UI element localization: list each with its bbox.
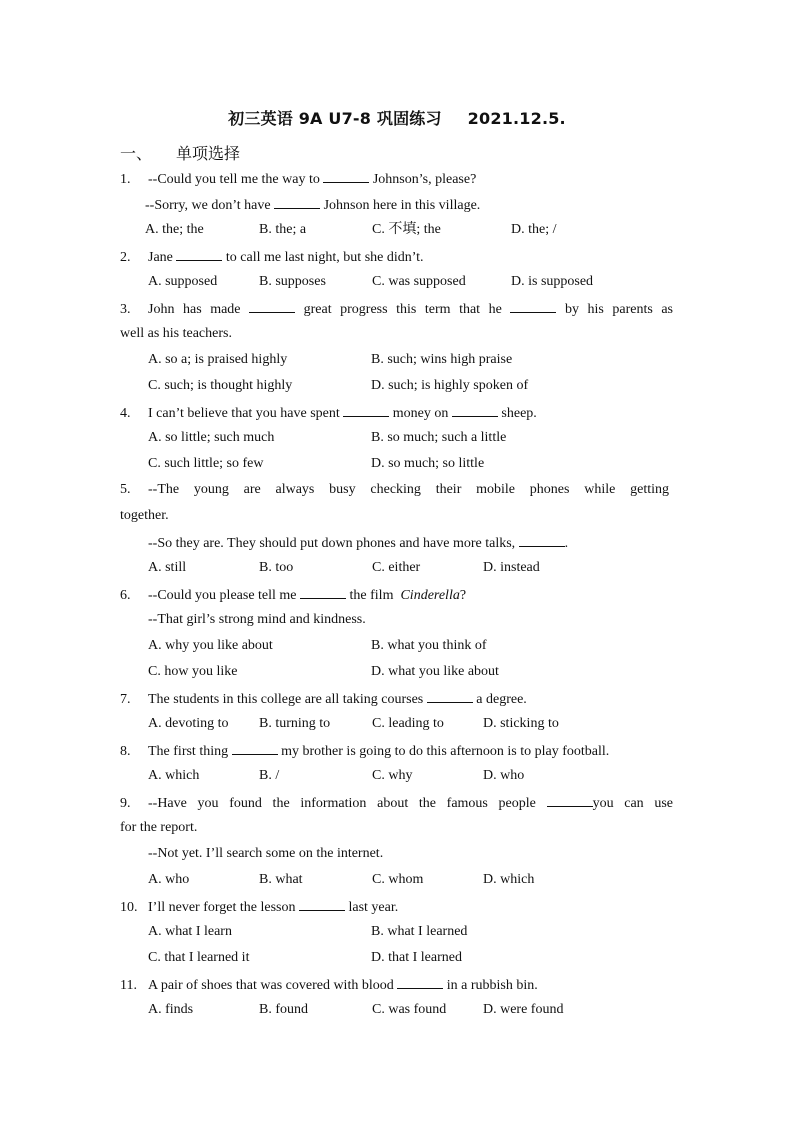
answer-blank — [519, 533, 565, 547]
option-c[interactable]: C. was supposed — [372, 274, 466, 289]
option-c[interactable]: C. was found — [372, 1002, 447, 1017]
question-1 — [120, 169, 476, 189]
question-9-line-3 — [148, 845, 383, 863]
option-d[interactable]: D. such; is highly spoken of — [371, 378, 529, 393]
question-number: 2. — [120, 250, 131, 265]
question-text: by his parents as — [564, 302, 673, 317]
question-text: John has made — [148, 302, 241, 317]
option-d[interactable]: D. that I learned — [371, 950, 462, 965]
question-text: I can’t believe that you have spent — [148, 406, 340, 421]
option-c[interactable]: C. either — [372, 560, 421, 575]
question-number: 11. — [120, 978, 137, 993]
question-text: a degree. — [476, 692, 527, 707]
question-number: 6. — [120, 588, 131, 603]
answer-blank — [452, 403, 498, 417]
question-text: well as his teachers. — [120, 326, 232, 341]
option-a[interactable]: A. who — [148, 872, 190, 887]
answer-blank — [510, 299, 556, 313]
question-text: great progress this term that he — [303, 302, 502, 317]
answer-blank — [427, 689, 473, 703]
question-7 — [120, 689, 527, 709]
question-text: to call me last night, but she didn’t. — [225, 250, 424, 265]
option-b[interactable]: B. so much; such a little — [371, 430, 507, 445]
question-text: my brother is going to do this afternoon is to play football. — [281, 744, 610, 759]
option-b[interactable]: B. what I learned — [371, 924, 468, 939]
option-a[interactable]: A. still — [148, 560, 187, 575]
question-text: --Sorry, we don’t have — [145, 198, 271, 213]
option-b[interactable]: B. / — [259, 768, 280, 783]
option-c[interactable]: C. such; is thought highly — [148, 378, 293, 393]
option-a[interactable]: A. supposed — [148, 274, 218, 289]
option-a[interactable]: A. what I learn — [148, 924, 232, 939]
question-text: together. — [120, 508, 169, 523]
question-number: 10. — [120, 900, 138, 915]
film-title: Cinderella — [400, 588, 460, 603]
answer-blank — [397, 975, 443, 989]
question-text: The students in this college are all taking courses — [148, 692, 424, 707]
option-a[interactable]: A. why you like about — [148, 638, 273, 653]
option-a[interactable]: A. devoting to — [148, 716, 229, 731]
question-number: 8. — [120, 744, 131, 759]
option-c[interactable]: C. such little; so few — [148, 456, 264, 471]
answer-blank — [323, 169, 369, 183]
option-b[interactable]: B. what — [259, 872, 303, 887]
option-c[interactable]: C. whom — [372, 872, 424, 887]
question-text: --The young are always busy checking their mobile phones while getting — [148, 482, 669, 497]
option-b[interactable]: B. found — [259, 1002, 308, 1017]
option-d[interactable]: D. were found — [483, 1002, 564, 1017]
answer-blank — [300, 585, 346, 599]
answer-blank — [176, 247, 222, 261]
option-b[interactable]: B. supposes — [259, 274, 326, 289]
question-9-line-2 — [120, 819, 197, 837]
option-b[interactable]: B. such; wins high praise — [371, 352, 513, 367]
question-6: 6. --Could you please tell me the film Cinderella? — [120, 585, 466, 605]
title-text: 初三英语 9A U7-8 巩固练习 — [228, 109, 442, 128]
question-text: Johnson here in this village. — [323, 198, 481, 213]
option-b[interactable]: B. turning to — [259, 716, 331, 731]
question-number: 5. — [120, 482, 131, 497]
question-text: in a rubbish bin. — [446, 978, 538, 993]
question-4 — [120, 403, 537, 423]
option-b[interactable]: B. too — [259, 560, 294, 575]
page-title — [0, 106, 794, 129]
question-text: --That girl’s strong mind and kindness. — [148, 612, 366, 627]
option-a[interactable]: A. so a; is praised highly — [148, 352, 288, 367]
option-c[interactable]: C. how you like — [148, 664, 238, 679]
option-a[interactable]: A. the; the — [145, 222, 204, 237]
option-b[interactable]: B. the; a — [259, 222, 307, 237]
question-text: --So they are. They should put down phones and have more talks, — [148, 536, 516, 551]
question-text: The first thing — [148, 744, 229, 759]
question-1-line-2 — [145, 195, 480, 215]
question-text: --Could you tell me the way to — [148, 172, 320, 187]
option-d[interactable]: D. which — [483, 872, 535, 887]
question-text: last year. — [348, 900, 399, 915]
title-date: 2021.12.5. — [467, 109, 566, 128]
question-text: I’ll never forget the lesson — [148, 900, 296, 915]
option-d[interactable]: D. who — [483, 768, 525, 783]
option-c[interactable]: C. 不填; the — [372, 222, 441, 237]
option-c[interactable]: C. why — [372, 768, 413, 783]
option-d[interactable]: D. so much; so little — [371, 456, 485, 471]
question-3 — [120, 299, 673, 319]
question-number: 1. — [120, 172, 131, 187]
section-heading — [120, 141, 240, 164]
question-number: 7. — [120, 692, 131, 707]
question-8 — [120, 741, 609, 761]
answer-blank — [274, 195, 320, 209]
question-10 — [120, 897, 398, 917]
question-9 — [120, 793, 673, 813]
option-d[interactable]: D. what you like about — [371, 664, 499, 679]
answer-blank — [249, 299, 295, 313]
answer-blank — [299, 897, 345, 911]
question-text: --Not yet. I’ll search some on the internet. — [148, 846, 384, 861]
option-a[interactable]: A. so little; such much — [148, 430, 275, 445]
question-text: you can use — [592, 796, 674, 811]
option-c[interactable]: C. leading to — [372, 716, 444, 731]
option-d[interactable]: D. the; / — [511, 222, 557, 237]
option-b[interactable]: B. what you think of — [371, 638, 487, 653]
question-text: --Could you please tell me — [148, 588, 297, 603]
question-3-line-2 — [120, 325, 232, 343]
question-text: the film — [349, 588, 394, 603]
question-text: Jane — [148, 250, 173, 265]
option-d[interactable]: D. sticking to — [483, 716, 559, 731]
section-number: 一、 — [120, 144, 153, 163]
question-number: 4. — [120, 406, 131, 421]
question-5-line-3: --So they are. They should put down phones and have more talks, . — [148, 533, 568, 553]
question-5 — [120, 481, 669, 499]
section-label: 单项选择 — [176, 144, 241, 163]
option-a[interactable]: A. finds — [148, 1002, 194, 1017]
option-a[interactable]: A. which — [148, 768, 200, 783]
question-text: money on — [392, 406, 449, 421]
question-text: Johnson’s, please? — [372, 172, 477, 187]
question-text: A pair of shoes that was covered with blood — [148, 978, 394, 993]
question-11 — [120, 975, 538, 995]
option-d[interactable]: D. is supposed — [511, 274, 594, 289]
question-text: --Have you found the information about the famous people — [148, 796, 536, 811]
answer-blank — [343, 403, 389, 417]
question-text: sheep. — [501, 406, 537, 421]
option-c[interactable]: C. that I learned it — [148, 950, 250, 965]
answer-blank — [547, 793, 593, 807]
question-5-line-2 — [120, 507, 169, 525]
option-d[interactable]: D. instead — [483, 560, 540, 575]
question-6-line-2 — [148, 611, 366, 629]
question-text: for the report. — [120, 820, 198, 835]
question-2 — [120, 247, 424, 267]
answer-blank — [232, 741, 278, 755]
question-number: 3. — [120, 302, 131, 317]
question-number: 9. — [120, 796, 131, 811]
